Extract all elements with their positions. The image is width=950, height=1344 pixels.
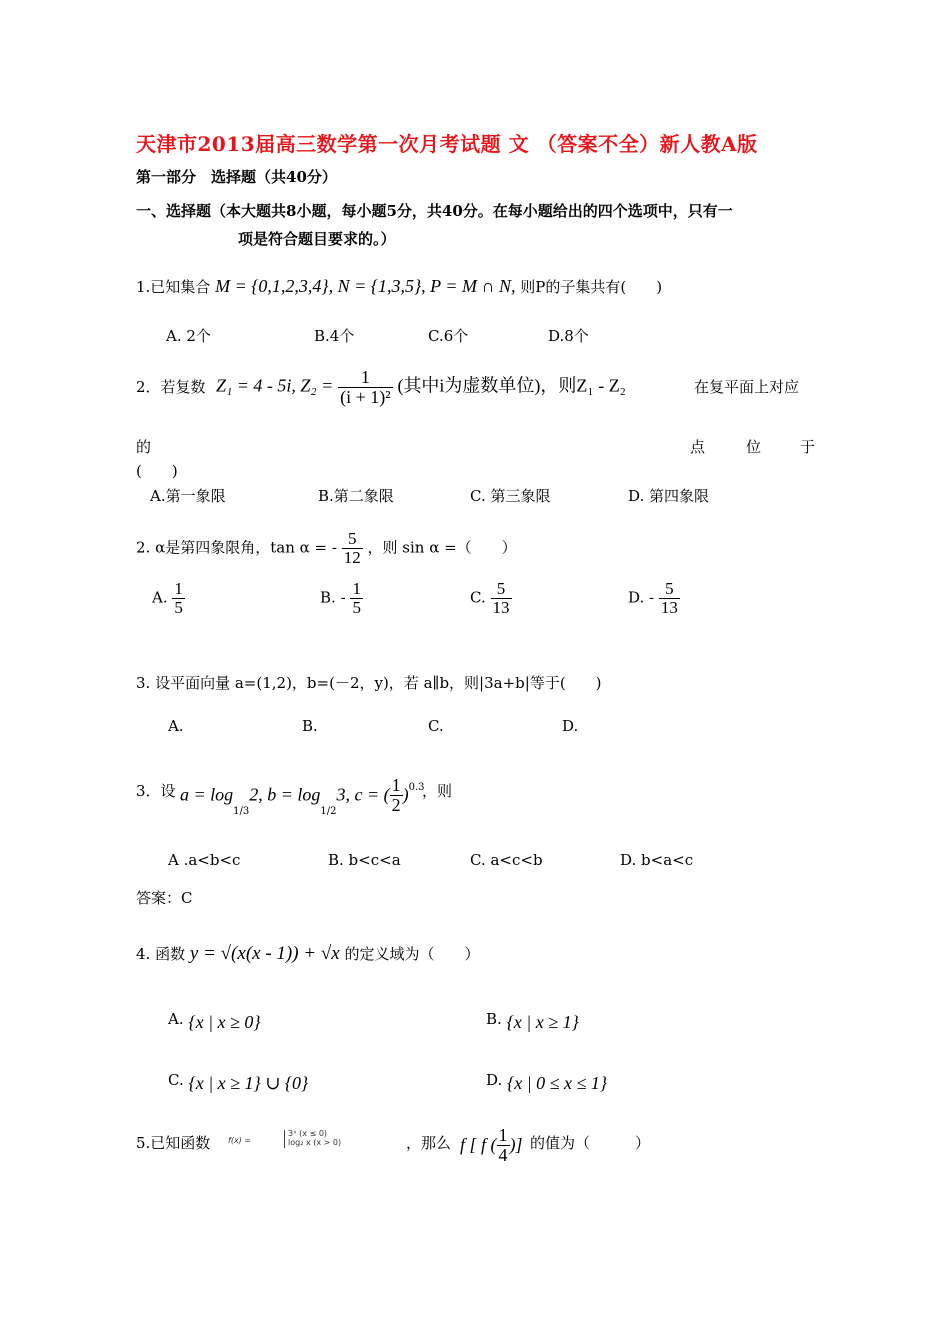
q1-option-d: D.8个 [548,327,589,345]
option-label: B. [486,1010,502,1028]
option-set: {x | x ≥ 1} ∪ {0} [188,1073,309,1093]
q4-option-a [168,1008,261,1032]
q3b-suffix: ，则 [422,782,453,800]
option-set: {x | x ≥ 1} [506,1012,579,1032]
frac-den: 13 [492,597,510,617]
option-sign: - [649,588,655,607]
q2-fraction [338,368,393,407]
q1-option-c: C.6个 [428,327,469,345]
q2-line2-left: 的 [136,438,152,456]
question-1 [136,276,662,297]
q3b-prefix: 3．设 [136,782,176,800]
q4-prefix: 4. 函数 [136,945,186,963]
q2b-text2: ，则 sin α =（ ） [367,538,517,557]
q3b-math4: ) [402,784,409,805]
q2-frac-num: 1 [338,368,393,388]
q1-option-a: A. 2个 [166,327,211,345]
q4-option-d [486,1069,608,1093]
q5-fdef: f(x) = [228,1136,252,1145]
frac-den: 5 [352,597,361,617]
q2-frac-den: (i + 1)² [340,386,391,407]
question-4 [136,943,480,965]
q2b-prefix: 2. [136,538,151,557]
q2-prefix: 2．若复数 [136,378,206,396]
q3b-option-a: A .a<b<c [168,851,241,869]
q2b-question [136,530,517,567]
frac-den: 5 [174,597,183,617]
option-fraction [350,580,363,617]
instructions-line2: 项是符合题目要求的。） [238,230,396,248]
q3b-frac-den: 2 [391,794,401,815]
q2-option-b: B.第二象限 [318,487,394,505]
option-fraction [491,580,512,617]
q1-suffix: 则P的子集共有( ) [520,278,663,296]
q5-expr1: f [ f ( [460,1134,497,1155]
q2b-frac-den: 12 [343,547,361,567]
q2-mid: (其中i为虚数单位)，则Z₁ - Z₂ [397,375,626,396]
q3b-base2: 1/2 [320,806,337,818]
q5-case2: log₂ x (x > 0) [288,1137,342,1147]
q2-suffix: 在复平面上对应 [694,378,800,396]
q5-piecewise [284,1130,341,1148]
q5-fraction [497,1126,510,1165]
option-label: A. [168,1010,184,1028]
q5-expr [460,1126,523,1165]
q3a-question: 3. 设平面向量 a=(1,2)，b=(－2，y)，若 a∥b，则|3a+b|等于( ) [136,674,602,692]
q2-option-d: D. 第四象限 [628,487,710,505]
q4-option-c [168,1069,309,1093]
instructions-line1: 一、选择题（本大题共8小题，每小题5分，共40分。在每小题给出的四个选项中，只有一 [136,202,733,220]
option-label: D. [486,1071,503,1089]
q4-math: y = √(x(x - 1)) + √x [189,943,340,964]
q2b-option-c [470,580,512,617]
q2-option-a: A.第一象限 [150,487,226,505]
option-label: D. [628,588,645,607]
q1-option-b: B.4个 [314,327,355,345]
option-set: {x | x ≥ 0} [188,1012,261,1032]
frac-num: 5 [491,580,512,599]
q3a-option-c: C. [428,717,444,735]
q3a-option-b: B. [302,717,318,735]
q5-frac-num: 1 [498,1125,508,1145]
q3b-base1: 1/3 [233,806,250,818]
option-fraction [172,580,185,617]
q3b-math2: 2, b = log [249,784,321,805]
q5-suffix: 的值为（ ） [530,1134,651,1152]
q5-mid: ，那么 [406,1134,452,1152]
q2b-option-b [320,580,363,617]
option-label: B. [320,588,336,607]
q4-suffix: 的定义域为（ ） [344,945,480,963]
option-label: C. [470,588,486,607]
q3a-option-d: D. [562,717,579,735]
q3b-exp: 0.3 [408,782,425,794]
q5-case1: 3ˣ (x ≤ 0) [288,1129,328,1138]
frac-num: 5 [659,580,680,599]
q3b-option-b: B. b<c<a [328,851,401,869]
q2-word-3: 于 [800,438,816,456]
q3b-math1: a = log [180,784,234,805]
q4-option-b [486,1008,579,1032]
q3b-option-c: C. a<c<b [470,851,543,869]
q2-paren: ( ) [136,462,178,480]
frac-num: 1 [174,579,183,598]
option-fraction [659,580,680,617]
q3b-answer: 答案：C [136,889,193,907]
frac-den: 13 [660,597,678,617]
q1-prefix: 1.已知集合 [136,278,211,296]
q2b-option-a [152,580,185,617]
option-label: A. [152,588,168,607]
option-label: C. [168,1071,184,1089]
q2b-text1: α是第四象限角，tan α = - [155,538,337,557]
q3b-math [180,775,425,818]
q2b-fraction [342,530,363,567]
q3b-fraction [390,776,403,815]
q3b-math3: 3, c = ( [336,784,390,805]
option-sign: - [340,588,346,607]
q2-option-c: C. 第三象限 [470,487,551,505]
q5-frac-den: 4 [498,1144,508,1165]
q5-expr2: )] [509,1134,523,1155]
q2b-option-d [628,580,680,617]
q2-word-1: 点 [690,438,706,456]
page-title: 天津市2013届高三数学第一次月考试题 文 （答案不全）新人教A版 [136,132,758,156]
q3b-option-d: D. b<a<c [620,851,694,869]
q2b-frac-num: 5 [342,530,363,549]
q1-math: M = {0,1,2,3,4}, N = {1,3,5}, P = M ∩ N, [215,276,516,296]
q2-math [216,368,626,407]
q3a-option-a: A. [168,717,184,735]
q2-z: Z₁ = 4 - 5i, Z₂ = [216,375,334,396]
q2-word-2: 位 [746,438,762,456]
part-heading: 第一部分 选择题（共40分） [136,168,337,186]
option-set: {x | 0 ≤ x ≤ 1} [507,1073,608,1093]
q3b-frac-num: 1 [391,775,401,795]
q5-prefix: 5.已知函数 [136,1134,211,1152]
frac-num: 1 [352,579,361,598]
